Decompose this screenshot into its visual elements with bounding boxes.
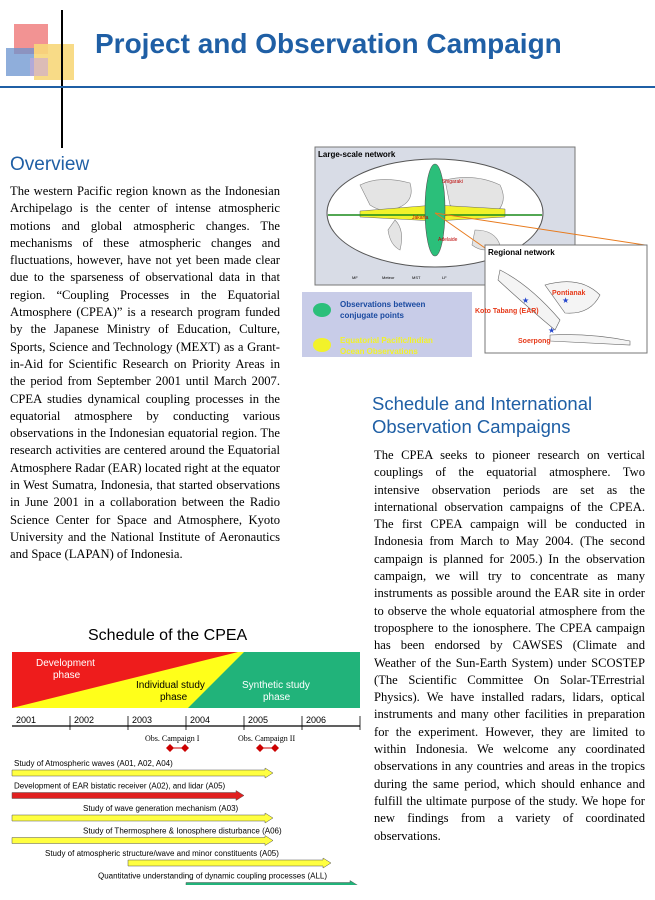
city-jakarta: Jakarta <box>412 215 429 221</box>
task-label: Study of atmospheric structure/wave and minor constituents (A05) <box>45 849 279 858</box>
chart-title: Schedule of the CPEA <box>88 627 248 644</box>
task-label: Study of Thermosphere & Ionosphere disturbance (A06) <box>83 826 282 836</box>
year-tick-2001: 2001 <box>16 715 37 725</box>
task-bar <box>128 858 331 868</box>
task-bar <box>186 881 358 886</box>
city-adelaide: Adelaide <box>438 237 458 243</box>
phase-development-l2: phase <box>53 670 81 681</box>
task-label: Study of Atmospheric waves (A01, A02, A04) <box>14 759 173 768</box>
campaign-2-label: Obs. Campaign II <box>238 734 296 743</box>
cpea-schedule-chart <box>8 620 363 885</box>
page-title: Project and Observation Campaign <box>95 28 562 59</box>
phase-synthetic-l1: Synthetic study <box>242 680 310 691</box>
task-bar <box>12 791 244 801</box>
legend-equatorial-label-1: Equatorial Pacific/Indian <box>340 336 433 345</box>
regional-network-title: Regional network <box>488 248 555 257</box>
phase-individual-l1: Individual study <box>136 680 205 691</box>
campaign-2-marker <box>256 744 279 752</box>
site-koto-tabang: Koto Tabang (EAR) <box>475 308 539 315</box>
year-tick-2002: 2002 <box>74 715 95 725</box>
logo-graphic <box>4 18 80 86</box>
header-vertical-rule <box>61 10 63 148</box>
overview-heading: Overview <box>10 154 90 175</box>
header-rule <box>0 86 655 88</box>
phase-synthetic-l2: phase <box>263 692 291 703</box>
site-soerpong: Soerpong <box>518 338 551 345</box>
year-tick-2003: 2003 <box>132 715 153 725</box>
task-bar <box>12 836 273 846</box>
phase-development-l1: Development <box>36 658 95 669</box>
year-tick-2006: 2006 <box>306 715 327 725</box>
legend-small-mf: MF <box>352 275 358 280</box>
svg-text:★: ★ <box>562 296 570 305</box>
year-tick-2005: 2005 <box>248 715 269 725</box>
legend-small-meteor: Meteor <box>382 275 395 280</box>
overview-body: The western Pacific region known as the Indonesian Archipelago is the center of intense atmospheric motions and global atmospheric changes. The mechanisms of these atmospheric changes and fluctuations, however, have not yet been made clear due to the sparseness of observational data in that region. “Coupling Processes in the Equatorial Atmosphere (CPEA)” is a research program funded by the Japanese Ministry of Education, Culture, Sports, Science and Technology (MEXT) as a Grant-in-Aid for Scientific Research on Priority Areas in the period from September 2001 until March 2007. CPEA studies dynamical coupling processes in the equatorial atmosphere by conducting various observations in the Indonesian equatorial region. The research activities are centered around the Equatorial Atmosphere Radar (EAR) located right at the equator in West Sumatra, Indonesia, that started observations in June 2001 in a collaboration between the Radio Science Center for Space and Atmosphere, Kyoto University and the National Institute of Aeronautics and Space (LAPAN) of Indonesia. <box>10 184 280 562</box>
svg-text:★: ★ <box>548 326 556 335</box>
legend-conjugate-label-1: Observations between <box>340 300 426 309</box>
large-network-title: Large-scale network <box>318 150 396 159</box>
site-pontianak: Pontianak <box>552 290 586 297</box>
task-bar <box>12 813 273 823</box>
schedule-heading: Schedule and International Observation Campaigns <box>372 393 593 437</box>
svg-text:★: ★ <box>522 296 530 305</box>
task-bar <box>12 768 273 778</box>
campaign-1-label: Obs. Campaign I <box>145 734 200 743</box>
legend-equatorial-label-2: Ocean Observations <box>340 347 418 356</box>
task-label: Development of EAR bistatic receiver (A02), and lidar (A05) <box>14 781 226 791</box>
task-label: Study of wave generation mechanism (A03) <box>83 804 239 813</box>
legend-small-lf: LF <box>442 275 447 280</box>
task-label: Quantitative understanding of dynamic coupling processes (ALL) <box>98 871 328 881</box>
legend-conjugate-label-2: conjugate points <box>340 311 404 320</box>
city-shigaraki: Shigaraki <box>442 179 463 185</box>
schedule-body: The CPEA seeks to pioneer research on vertical couplings of the equatorial atmosphere. Two intensive observation periods are set as the international observation campaigns of the CPEA. The first CPEA campaign will be conducted in Indonesia from March to May 2004. (The second campaign is planned for 2005.) In the observation campaign, we will try to concentrate as many instruments as possible around the EAR site in order to observe the whole equatorial atmosphere from the troposphere to the ionosphere. The CPEA campaign has been endorsed by CAWSES (Climate and Weather of the Sun-Earth System) under SCOSTEP (The Scientific Committee On Solar-TErrestrial Physics). We have installed radars, lidars, optical instruments and many other facilities in preparation for the experiment. However, they are limited to within Indonesia. We welcome any coordinated observations in any countries and areas in the tropics during the same period, which should enhance and fulfill the ultimate purpose of the study. We hope for new findings from a variety of coordinated observations. <box>374 448 645 843</box>
year-tick-2004: 2004 <box>190 715 211 725</box>
network-map-figure <box>300 145 652 357</box>
campaign-1-marker <box>166 744 189 752</box>
legend-small-mst: MST <box>412 275 421 280</box>
phase-individual-l2: phase <box>160 692 188 703</box>
